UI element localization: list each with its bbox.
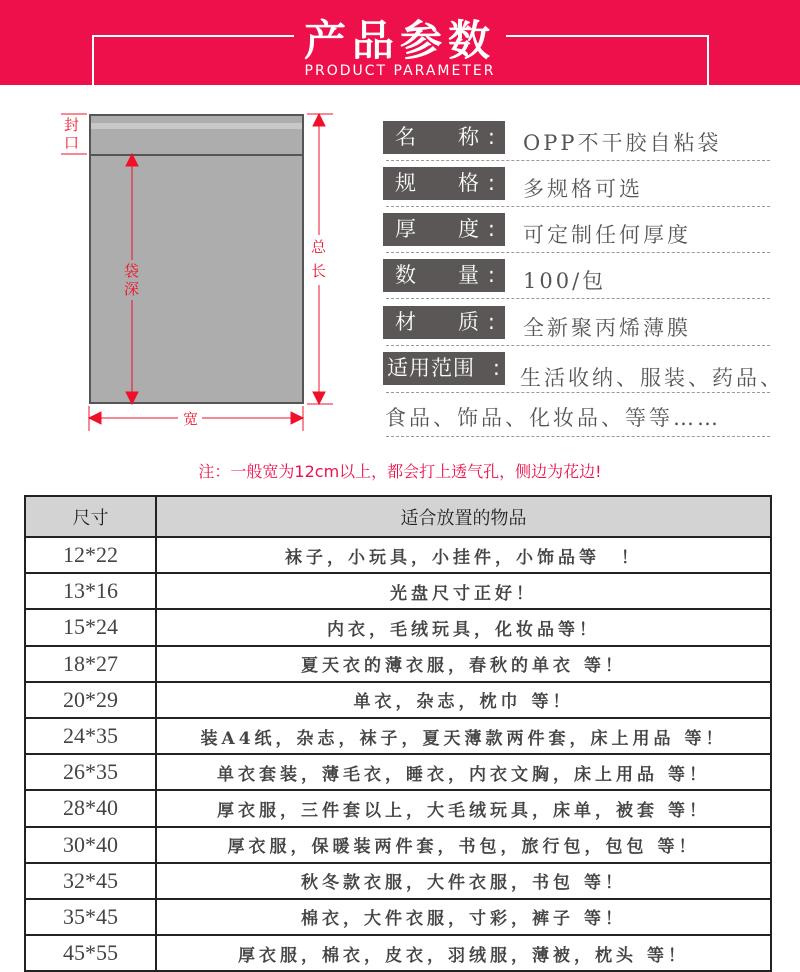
size-cell: 24*35 [25,718,156,754]
param-label: 数 量 [395,263,479,287]
size-cell: 35*45 [25,899,156,935]
table-row [25,827,771,863]
param-value: 多规格可选 [523,177,643,201]
items-cell: 厚衣服，保暖装两件套，书包，旅行包，包包 等！ [156,827,771,863]
size-cell: 45*55 [25,935,156,971]
size-cell: 20*29 [25,682,156,718]
table-row [25,646,771,682]
size-cell: 18*27 [25,646,156,682]
table-row [25,718,771,754]
table-row [25,790,771,826]
table-row [25,573,771,609]
size-table [24,495,772,972]
items-cell: 袜子，小玩具，小挂件，小饰品等 ！ [156,537,771,573]
items-cell: 厚衣服，三件套以上，大毛绒玩具，床单，被套 等！ [156,790,771,826]
length-label: 总长 [311,238,327,280]
size-cell: 32*45 [25,863,156,899]
size-cell: 30*40 [25,827,156,863]
items-cell: 装A4纸，杂志，袜子，夏天薄款两件套，床上用品 等！ [156,718,771,754]
table-row [25,682,771,718]
table-row [25,754,771,790]
table-row [25,537,771,573]
param-label: 名 称 [395,125,479,149]
items-cell: 内衣，毛绒玩具，化妆品等！ [156,609,771,645]
header-size: 尺寸 [25,496,156,537]
items-cell: 秋冬款衣服，大件衣服，书包 等！ [156,863,771,899]
items-cell: 夏天衣的薄衣服，春秋的单衣 等！ [156,646,771,682]
seal-label: 封口 [64,116,80,152]
size-cell: 26*35 [25,754,156,790]
table-row [25,609,771,645]
param-label: 适用范围 [387,356,475,380]
param-value: 生活收纳、服装、药品、 [520,366,784,390]
items-cell: 厚衣服，棉衣，皮衣，羽绒服，薄被，枕头 等！ [156,935,771,971]
items-cell: 单衣，杂志，枕巾 等！ [156,682,771,718]
items-cell: 棉衣，大件衣服，寸彩，裤子 等！ [156,899,771,935]
size-cell: 28*40 [25,790,156,826]
bag-diagram [0,100,380,440]
param-label: 材 质 [395,310,479,334]
table-row [25,863,771,899]
header-items: 适合放置的物品 [156,496,771,537]
size-cell: 15*24 [25,609,156,645]
size-cell: 13*16 [25,573,156,609]
depth-label: 袋深 [124,262,140,298]
param-value: 全新聚丙烯薄膜 [523,316,691,340]
param-label: 规 格 [395,171,479,195]
table-row [25,935,771,971]
banner-title: 产品参数 [294,16,506,65]
note-text: 注：一般宽为12cm以上，都会打上透气孔，侧边为花边! [198,462,602,481]
items-cell: 光盘尺寸正好！ [156,573,771,609]
table-row [25,899,771,935]
header-banner [0,0,800,85]
items-cell: 单衣套装，薄毛衣，睡衣，内衣文胸，床上用品 等！ [156,754,771,790]
banner-subtitle: PRODUCT PARAMETER [304,63,496,79]
size-cell: 12*22 [25,537,156,573]
param-label: 厚 度 [395,217,479,241]
param-value-cont: 食品、饰品、化妆品、等等…… [385,406,721,430]
param-value: 可定制任何厚度 [523,223,691,247]
width-label: 宽 [183,410,199,428]
param-value: 100/包 [523,269,607,293]
param-value: OPP不干胶自粘袋 [523,131,722,155]
